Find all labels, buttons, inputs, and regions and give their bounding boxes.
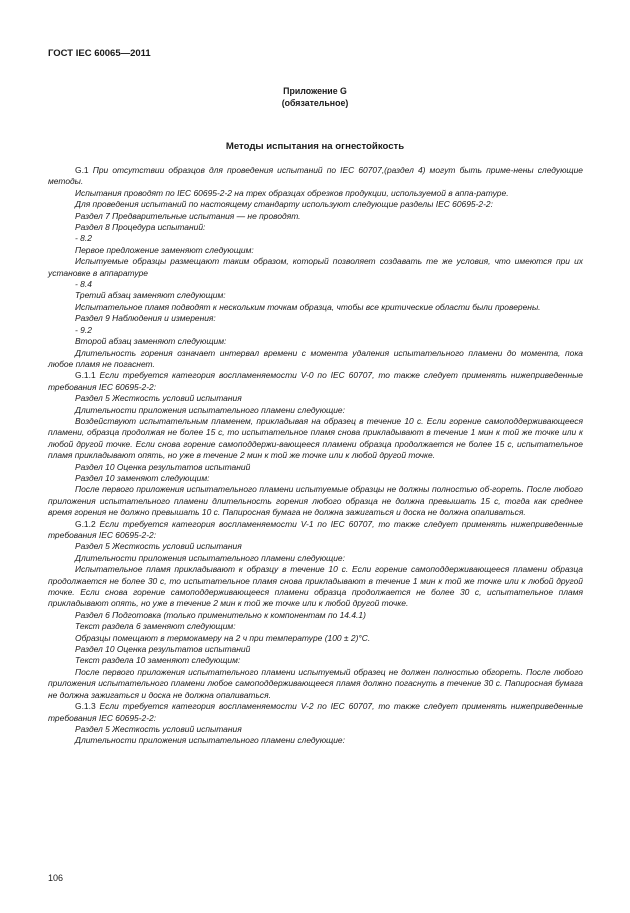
clause-number: G.1.3	[75, 701, 100, 712]
running-header: ГОСТ IEC 60065—2011	[48, 48, 151, 59]
paragraph-text: Текст раздела 6 заменяют следующим:	[75, 621, 236, 632]
paragraph	[48, 336, 583, 347]
paragraph-text: Испытательное пламя подводят к нескольким точкам образца, чтобы все критические области были проверены.	[75, 301, 541, 312]
paragraph-text: Для проведения испытаний по настоящему стандарту используют следующие разделы IEC 60695-2-2:	[75, 199, 493, 210]
paragraph	[48, 245, 583, 256]
paragraph	[48, 313, 583, 324]
paragraph	[48, 621, 583, 632]
paragraph-text: Раздел 5 Жесткость условий испытания	[75, 723, 242, 734]
page-number: 106	[48, 873, 64, 883]
paragraph-text: Раздел 5 Жесткость условий испытания	[75, 541, 242, 552]
section-title: Методы испытания на огнестойкость	[225, 141, 405, 152]
paragraph	[48, 610, 583, 621]
clause-number: G.1	[75, 165, 93, 175]
paragraph-text: Раздел 8 Процедура испытаний:	[75, 222, 206, 233]
paragraph-text: - 8.4	[75, 279, 92, 290]
paragraph	[48, 701, 583, 724]
paragraph	[48, 405, 583, 416]
paragraph-text: Текст раздела 10 заменяют следующим:	[75, 655, 241, 666]
paragraph	[48, 655, 583, 666]
paragraph-text: При отсутствии образцов для проведения испытаний по IEC 60707,(раздел 4) могут быть приме-нены следующие методы.	[48, 165, 583, 187]
paragraph	[48, 473, 583, 484]
paragraph	[48, 188, 583, 199]
clause-number: G.1.2	[75, 518, 100, 529]
paragraph	[48, 724, 583, 735]
paragraph	[48, 348, 583, 371]
paragraph-text: Длительность горения означает интервал времени с момента удаления испытательного пламени до момента, пока любое пламя не погаснет.	[48, 347, 583, 369]
paragraph-text: Раздел 9 Наблюдения и измерения:	[75, 313, 216, 324]
paragraph-text: Длительности приложения испытательного пламени следующие:	[75, 404, 345, 415]
paragraph-text: После первого приложения испытательного пламени испытуемый образец не должен полностью обгореть. После любого приложения испытательного пламени любое самоподдерживающееся пламя должно погаснуть в течение 30 с. Папиросная бумага не должна зажигаться и доска не должна опаливаться.	[48, 666, 583, 700]
paragraph	[48, 484, 583, 518]
paragraph-text: Раздел 10 Оценка результатов испытаний	[75, 644, 251, 655]
paragraph-text: Раздел 6 Подготовка (только применительно к компонентам по 14.4.1)	[75, 609, 366, 620]
body-text	[48, 165, 583, 747]
paragraph	[48, 325, 583, 336]
paragraph-text: - 9.2	[75, 324, 92, 335]
paragraph-text: Если требуется категория воспламеняемости V-1 по IEC 60707, то также следует применять нижеприведенные требования IEC 60695-2-2:	[48, 518, 583, 540]
paragraph	[48, 302, 583, 313]
paragraph	[48, 290, 583, 301]
paragraph-text: Второй абзац заменяют следующим:	[75, 336, 227, 347]
paragraph-text: Испытания проводят по IEC 60695-2-2 на трех образцах обрезков продукции, используемой в аппа-ратуре.	[75, 187, 509, 198]
paragraph-text: Длительности приложения испытательного пламени следующие:	[75, 735, 345, 746]
paragraph	[48, 370, 583, 393]
paragraph	[48, 553, 583, 564]
paragraph	[48, 393, 583, 404]
paragraph	[48, 222, 583, 233]
paragraph-text: Образцы помещают в термокамеру на 2 ч при температуре (100 ± 2)°С.	[75, 632, 371, 643]
paragraph	[48, 211, 583, 222]
paragraph	[48, 564, 583, 610]
paragraph	[48, 644, 583, 655]
paragraph-text: Раздел 7 Предварительные испытания — не проводят.	[75, 210, 301, 221]
paragraph	[48, 519, 583, 542]
paragraph	[48, 735, 583, 746]
appendix-title: Приложение G	[283, 86, 347, 96]
paragraph-text: Первое предложение заменяют следующим:	[75, 244, 254, 255]
paragraph-text: Раздел 5 Жесткость условий испытания	[75, 393, 242, 404]
paragraph-text: Если требуется категория воспламеняемости V-0 по IEC 60707, то также следует применять нижеприведенные требования IEC 60695-2-2:	[48, 370, 583, 392]
paragraph	[48, 233, 583, 244]
paragraph	[48, 416, 583, 462]
paragraph	[48, 667, 583, 701]
paragraph-text: Третий абзац заменяют следующим:	[75, 290, 226, 301]
paragraph-text: Если требуется категория воспламеняемости V-2 по IEC 60707, то также следует применять нижеприведенные требования IEC 60695-2-2:	[48, 701, 583, 723]
paragraph-text: Испытуемые образцы размещают таким образом, который позволяет создавать те же условия, что имеются при их установке в аппаратуре	[48, 256, 583, 278]
paragraph	[48, 462, 583, 473]
paragraph-text: Раздел 10 Оценка результатов испытаний	[75, 461, 251, 472]
paragraph	[48, 199, 583, 210]
paragraph	[48, 256, 583, 279]
paragraph	[48, 541, 583, 552]
paragraph-text: Испытательное пламя прикладывают к образцу в течение 10 с. Если горение самоподдерживающееся пламени образца продолжается не более 30 с, то испытательное пламя снова прикладывают в течение 1 мин к той же точке или к любой другой точке. Если снова горение самоподдерживающееся пламени образца продолжается не более 30 с, испытательное пламя прикладывают опять, но уже в течение 2 мин к той же точке или к любой другой точке.	[48, 564, 583, 609]
paragraph-text: После первого приложения испытательного пламени испытуемые образцы не должны полностью об-гореть. После любого приложения испытательного пламени длительность горения любого образца не должна превышать 15 с, тогда как среднее время горения не должно превышать 10 с. Папиросная бумага не должна зажигаться и доска не должна опаливаться.	[48, 484, 583, 518]
paragraph	[48, 165, 583, 188]
paragraph-text: Раздел 10 заменяют следующим:	[75, 472, 210, 483]
paragraph-text: - 8.2	[75, 233, 92, 244]
paragraph-text: Воздействуют испытательным пламенем, прикладывая на образец в течение 10 с. Если горение самоподдерживающееся пламени, образца продолжая не более 15 с, то испытательное пламя снова прикладывают в течение 1 мин к той же точке или к любой другой точке. Если снова горение самоподдержи-вающееся пламени образца продолжается не более 15 с, испытательное пламя прикладывают опять, но уже в течение 2 мин к той же точке или к любой другой точке.	[48, 415, 583, 461]
paragraph	[48, 279, 583, 290]
appendix-subtitle: (обязательное)	[281, 98, 349, 108]
clause-number: G.1.1	[75, 370, 100, 381]
paragraph-text: Длительности приложения испытательного пламени следующие:	[75, 552, 345, 563]
paragraph	[48, 633, 583, 644]
